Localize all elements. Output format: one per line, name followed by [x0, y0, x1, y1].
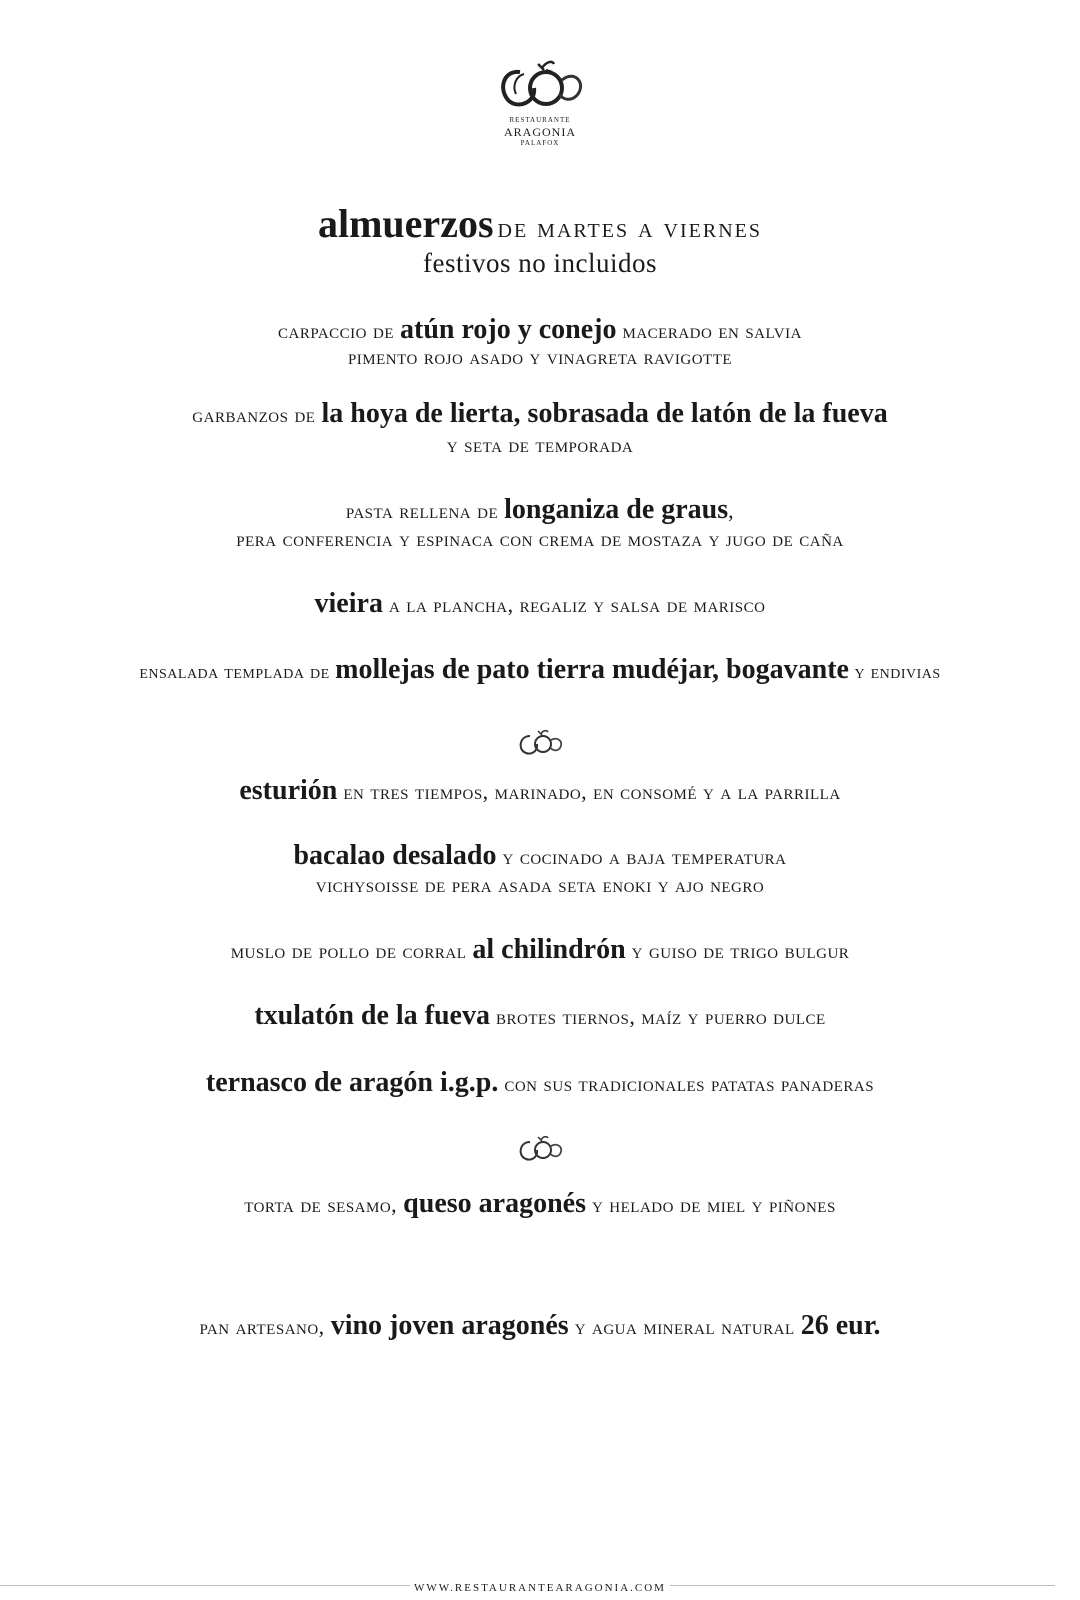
- dish-5-suffix: y endivias: [848, 661, 941, 683]
- dish-9-line-1: [0, 1000, 1080, 1032]
- inclusions-prefix: pan artesano,: [199, 1314, 331, 1339]
- dish-7-name: bacalao desalado: [293, 840, 497, 871]
- menu-subtitle: festivos no incluidos: [423, 248, 657, 278]
- dish-3-line-1: [0, 494, 1080, 526]
- dish-8-line-1: [0, 934, 1080, 966]
- dish-3-line-2: pera conferencia y espinaca con crema de mostaza y jugo de caña: [236, 526, 844, 551]
- tomato-ornament-icon: [516, 728, 564, 756]
- dish-1-line-2: pimento rojo asado y vinagreta ravigotte: [347, 344, 733, 369]
- dish-7-line-1: [0, 840, 1080, 872]
- dish-11-name: queso aragonés: [403, 1188, 586, 1219]
- dish-6-suffix: en tres tiempos, marinado, en consomé y a la parrilla: [337, 779, 841, 804]
- menu-price: 26 eur.: [800, 1310, 881, 1341]
- menu-inclusions-price: [0, 1310, 1080, 1342]
- dish-6-line-1: [0, 775, 1080, 807]
- footer-website: WWW.RESTAURANTEARAGONIA.COM: [410, 1582, 670, 1594]
- dish-10-name: ternasco de aragón i.g.p.: [205, 1067, 499, 1098]
- dish-11-line-1: [0, 1188, 1080, 1220]
- ornament-divider-1: [0, 728, 1080, 761]
- dish-9-suffix: brotes tiernos, maíz y puerro dulce: [490, 1004, 826, 1029]
- dish-10-line-1: [0, 1067, 1080, 1099]
- title-days: de martes a viernes: [497, 213, 762, 244]
- logo-line-restaurante: RESTAURANTE: [509, 116, 571, 124]
- dish-1-line-1: [0, 314, 1080, 346]
- logo-tomato-icon: [494, 58, 586, 110]
- dish-4-suffix: a la plancha, regaliz y salsa de marisco: [382, 592, 766, 617]
- dish-2-line-1: [0, 398, 1080, 430]
- tomato-ornament-icon: [516, 1134, 564, 1162]
- dish-7-line-2: vichysoisse de pera asada seta enoki y ajo negro: [315, 872, 765, 897]
- dish-2-prefix: garbanzos de: [192, 402, 322, 427]
- dish-10-suffix: con sus tradicionales patatas panaderas: [498, 1071, 875, 1096]
- dish-6-name: esturión: [239, 775, 338, 806]
- dish-5-name: mollejas de pato tierra mudéjar, bogavante: [335, 654, 849, 685]
- dish-11-suffix: y helado de miel y piñones: [585, 1192, 836, 1217]
- dish-2-line-2: y seta de temporada: [446, 432, 634, 457]
- dish-1-suffix: macerado en salvia: [616, 318, 802, 343]
- dish-8-suffix: y guiso de trigo bulgur: [625, 938, 850, 963]
- logo-line-palafox: PALAFOX: [520, 139, 560, 147]
- dish-2-name: la hoya de lierta, sobrasada de latón de la fueva: [321, 398, 888, 429]
- dish-8-name: al chilindrón: [472, 934, 626, 965]
- dish-5-prefix: ensalada templada de: [139, 661, 336, 683]
- inclusions-wine: vino joven aragonés: [330, 1310, 569, 1341]
- ornament-divider-2: [0, 1134, 1080, 1167]
- dish-3-suffix: ,: [728, 498, 735, 523]
- dish-7-suffix: y cocinado a baja temperatura: [496, 844, 787, 869]
- dish-9-name: txulatón de la fueva: [254, 1000, 490, 1031]
- dish-3-prefix: pasta rellena de: [345, 498, 505, 523]
- dish-11-prefix: torta de sesamo,: [244, 1192, 404, 1217]
- dish-1-prefix: carpaccio de: [278, 318, 401, 343]
- dish-1-name: atún rojo y conejo: [400, 314, 617, 345]
- restaurant-logo: [0, 58, 1080, 148]
- dish-4-line-1: [0, 588, 1080, 620]
- dish-5-line-1: [0, 654, 1080, 686]
- dish-4-name: vieira: [314, 588, 383, 619]
- title-bold: almuerzos: [318, 201, 494, 246]
- dish-8-prefix: muslo de pollo de corral: [230, 938, 473, 963]
- menu-title: [0, 200, 1080, 247]
- logo-line-aragonia: ARAGONIA: [504, 125, 576, 139]
- inclusions-suffix: y agua mineral natural: [568, 1314, 801, 1339]
- dish-3-name: longaniza de graus: [504, 494, 729, 525]
